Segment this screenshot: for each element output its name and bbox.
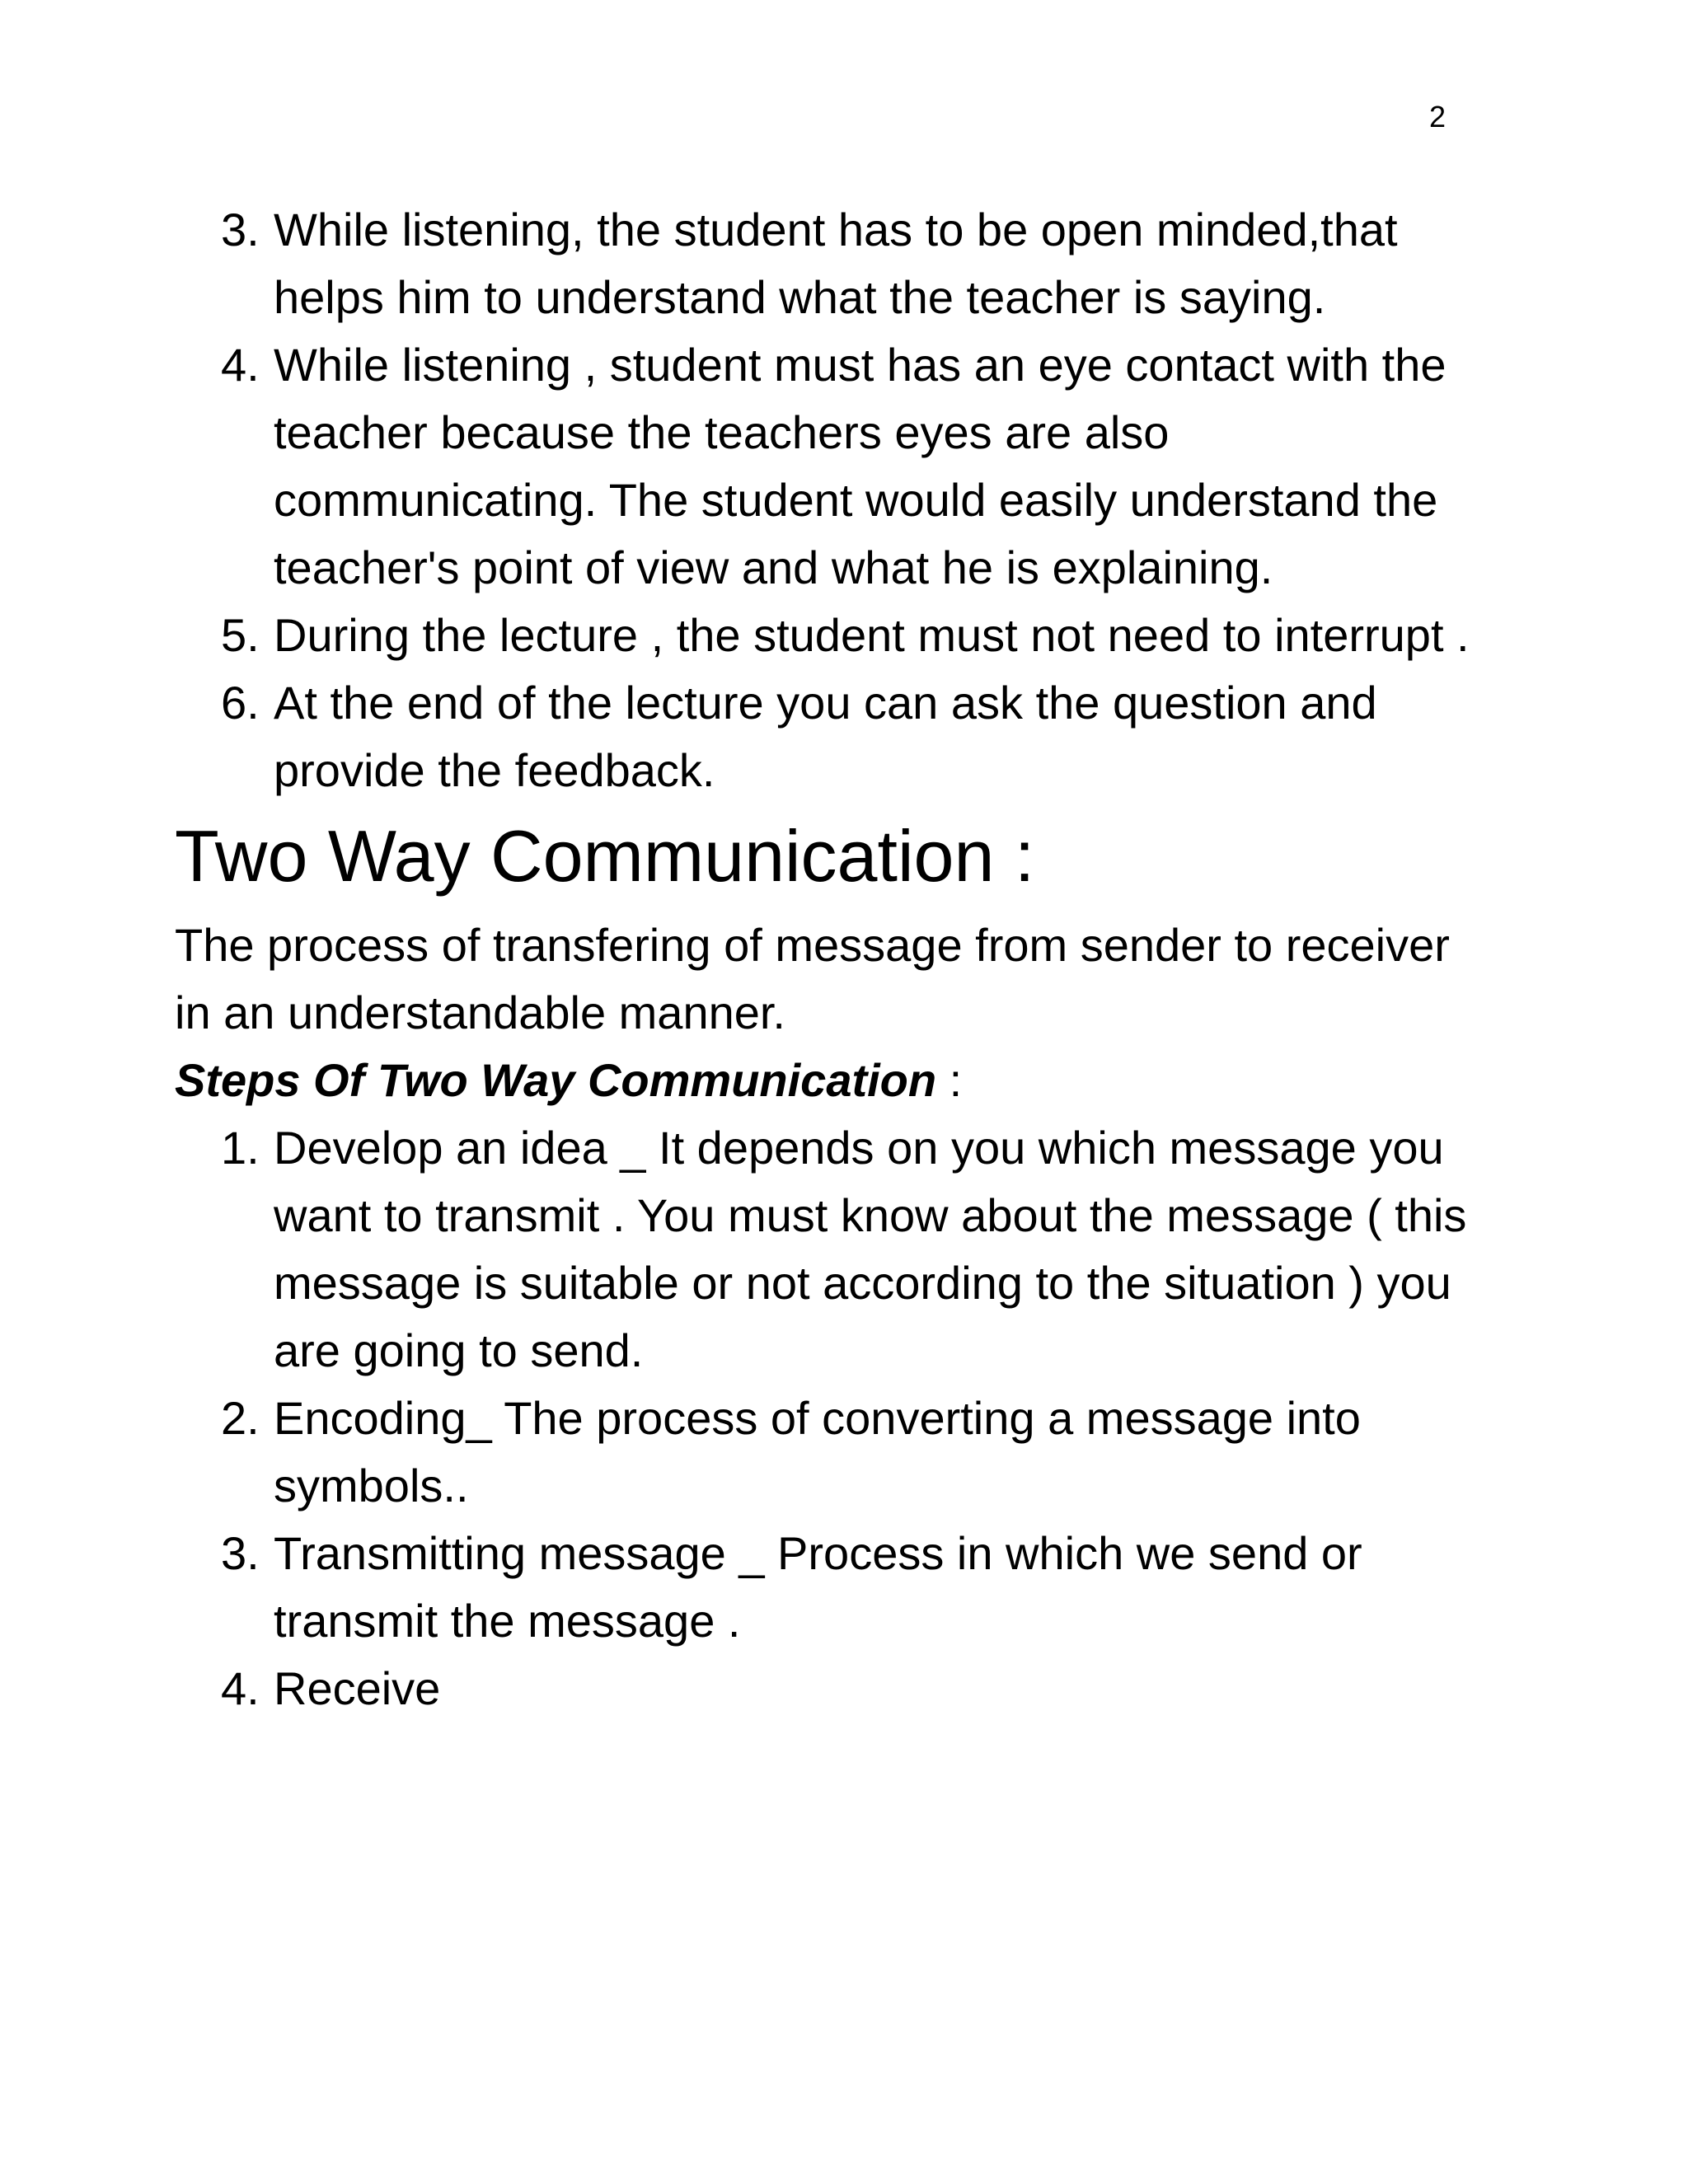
list-text: While listening , student must has an eye contact with the teacher because the teachers eyes are also communicating. The student would easily understand the teacher's point of view and what he is explaining. xyxy=(274,339,1447,593)
list-number: 5. xyxy=(221,609,260,661)
section-heading: Two Way Communication : xyxy=(175,815,1035,897)
steps-heading-suffix: : xyxy=(936,1054,963,1106)
list-text: While listening, the student has to be open minded,that helps him to understand what the teacher is saying. xyxy=(274,204,1398,323)
steps-heading xyxy=(175,1047,1493,1114)
list-number: 6. xyxy=(221,677,260,729)
list-item xyxy=(175,196,1493,331)
document-body xyxy=(175,196,1493,1722)
list-item xyxy=(175,1655,1493,1722)
list-item xyxy=(175,1520,1493,1655)
list-item xyxy=(175,1114,1493,1385)
listening-tips-list xyxy=(175,196,1493,804)
page-number: 2 xyxy=(1428,100,1446,134)
definition-paragraph: The process of transfering of message from sender to receiver in an understandable manner. xyxy=(175,919,1450,1038)
steps-list xyxy=(175,1114,1493,1722)
list-item xyxy=(175,669,1493,804)
list-number: 1. xyxy=(221,1122,260,1174)
list-text: Transmitting message _ Process in which we send or transmit the message . xyxy=(274,1527,1362,1647)
list-text: Develop an idea _ It depends on you which message you want to transmit . You must know about the message ( this message is suitable or not according to the situation ) you are going to send. xyxy=(274,1122,1467,1376)
list-item xyxy=(175,1385,1493,1520)
list-text: Encoding_ The process of converting a message into symbols.. xyxy=(274,1392,1361,1511)
list-text: At the end of the lecture you can ask the question and provide the feedback. xyxy=(274,677,1377,796)
list-item xyxy=(175,331,1493,602)
list-text: During the lecture , the student must not need to interrupt . xyxy=(274,609,1470,661)
list-item xyxy=(175,602,1493,669)
list-text: Receive xyxy=(274,1662,441,1714)
list-number: 4. xyxy=(221,1662,260,1714)
steps-heading-title: Steps Of Two Way Communication xyxy=(175,1054,937,1106)
list-number: 4. xyxy=(221,339,260,391)
list-number: 2. xyxy=(221,1392,260,1444)
list-number: 3. xyxy=(221,1527,260,1579)
list-number: 3. xyxy=(221,204,260,255)
